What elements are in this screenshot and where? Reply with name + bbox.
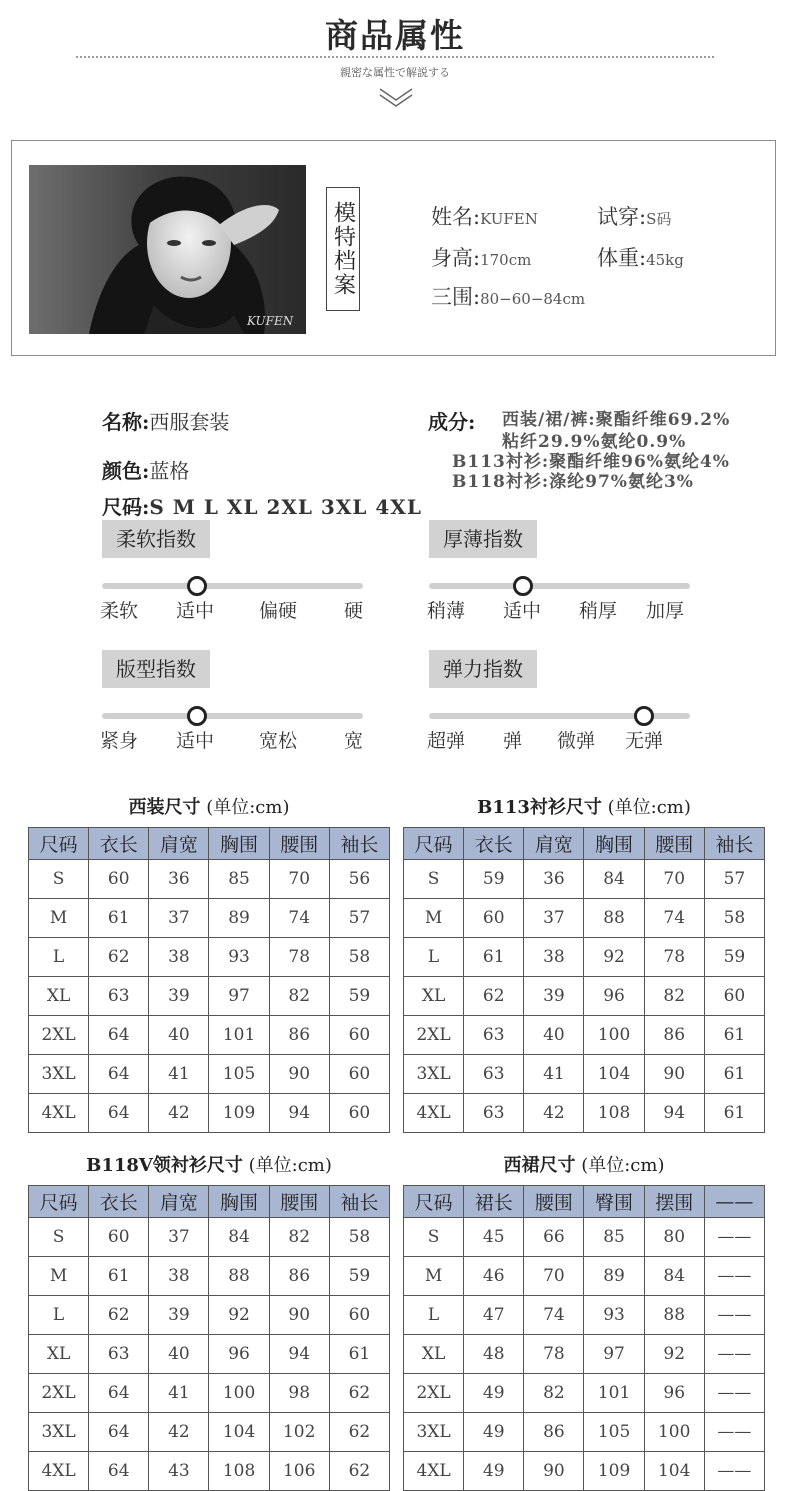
measurement-cell: 90 bbox=[269, 1055, 329, 1094]
model-height: 身高:170cm bbox=[431, 246, 532, 270]
measurement-cell: 97 bbox=[584, 1335, 644, 1374]
size-cell: 2XL bbox=[404, 1016, 464, 1055]
size-cell: L bbox=[404, 938, 464, 977]
measurement-cell: 101 bbox=[209, 1016, 269, 1055]
model-photo bbox=[29, 165, 306, 334]
measurement-cell: 96 bbox=[644, 1374, 704, 1413]
b118-table-title: B118V领衬衫尺寸 (单位:cm) bbox=[86, 1155, 332, 1176]
measurement-cell: 88 bbox=[209, 1257, 269, 1296]
size-cell: 4XL bbox=[404, 1094, 464, 1133]
measurement-cell: 82 bbox=[269, 1218, 329, 1257]
measurement-cell: 104 bbox=[209, 1413, 269, 1452]
measurement-cell: 41 bbox=[524, 1055, 584, 1094]
measurement-cell: 56 bbox=[329, 860, 389, 899]
measurement-cell: 92 bbox=[644, 1335, 704, 1374]
column-header: 摆围 bbox=[644, 1186, 704, 1218]
measurement-cell: 59 bbox=[464, 860, 524, 899]
measurement-cell: 78 bbox=[644, 938, 704, 977]
measurement-cell: 38 bbox=[149, 1257, 209, 1296]
size-cell: M bbox=[404, 1257, 464, 1296]
b113-size-table bbox=[403, 827, 765, 1133]
measurement-cell: 38 bbox=[149, 938, 209, 977]
table-row bbox=[404, 1374, 765, 1413]
measurement-cell: 90 bbox=[644, 1055, 704, 1094]
column-header: 袖长 bbox=[329, 828, 389, 860]
skirt-size-table bbox=[403, 1185, 765, 1491]
measurement-cell: —— bbox=[704, 1218, 764, 1257]
measurement-cell: 82 bbox=[269, 977, 329, 1016]
softness-tick: 偏硬 bbox=[259, 600, 298, 622]
product-color: 颜色:蓝格 bbox=[102, 459, 190, 483]
column-header: 衣长 bbox=[464, 828, 524, 860]
fit-track bbox=[102, 713, 363, 719]
composition-line: 粘纤29.9%氨纶0.9% bbox=[502, 432, 687, 452]
fit-index-label: 版型指数 bbox=[102, 650, 210, 688]
column-header: 裙长 bbox=[464, 1186, 524, 1218]
size-cell: XL bbox=[29, 977, 89, 1016]
measurement-cell: 60 bbox=[464, 899, 524, 938]
size-cell: 3XL bbox=[404, 1055, 464, 1094]
size-cell: S bbox=[404, 860, 464, 899]
elasticity-tick: 微弹 bbox=[557, 730, 596, 752]
measurement-cell: 86 bbox=[524, 1413, 584, 1452]
measurement-cell: 104 bbox=[584, 1055, 644, 1094]
measurement-cell: 84 bbox=[584, 860, 644, 899]
measurement-cell: 62 bbox=[329, 1374, 389, 1413]
measurement-cell: 39 bbox=[149, 1296, 209, 1335]
measurement-cell: 63 bbox=[89, 977, 149, 1016]
measurement-cell: 58 bbox=[329, 1218, 389, 1257]
size-cell: 4XL bbox=[29, 1452, 89, 1491]
table-row bbox=[29, 1374, 390, 1413]
size-cell: S bbox=[404, 1218, 464, 1257]
measurement-cell: —— bbox=[704, 1374, 764, 1413]
measurement-cell: 92 bbox=[209, 1296, 269, 1335]
softness-index-label: 柔软指数 bbox=[102, 520, 210, 558]
elasticity-tick: 无弹 bbox=[625, 730, 664, 752]
measurement-cell: 61 bbox=[704, 1094, 764, 1133]
measurement-cell: 42 bbox=[149, 1094, 209, 1133]
table-row bbox=[29, 938, 390, 977]
measurement-cell: 90 bbox=[524, 1452, 584, 1491]
column-header: 袖长 bbox=[704, 828, 764, 860]
measurement-cell: 57 bbox=[329, 899, 389, 938]
measurement-cell: —— bbox=[704, 1413, 764, 1452]
suit-table-title: 西装尺寸 (单位:cm) bbox=[128, 797, 290, 818]
measurement-cell: 89 bbox=[209, 899, 269, 938]
measurement-cell: 61 bbox=[89, 899, 149, 938]
measurement-cell: 104 bbox=[644, 1452, 704, 1491]
measurement-cell: 49 bbox=[464, 1452, 524, 1491]
measurement-cell: 39 bbox=[524, 977, 584, 1016]
column-header: 胸围 bbox=[209, 828, 269, 860]
column-header: 袖长 bbox=[329, 1186, 389, 1218]
measurement-cell: 59 bbox=[329, 1257, 389, 1296]
thickness-tick: 稍薄 bbox=[427, 600, 466, 622]
thickness-tick: 稍厚 bbox=[579, 600, 618, 622]
measurement-cell: 101 bbox=[584, 1374, 644, 1413]
size-cell: L bbox=[404, 1296, 464, 1335]
measurement-cell: 66 bbox=[524, 1218, 584, 1257]
measurement-cell: 59 bbox=[704, 938, 764, 977]
column-header: 衣长 bbox=[89, 828, 149, 860]
size-cell: XL bbox=[29, 1335, 89, 1374]
column-header: 臀围 bbox=[584, 1186, 644, 1218]
measurement-cell: 48 bbox=[464, 1335, 524, 1374]
column-header: —— bbox=[704, 1186, 764, 1218]
measurement-cell: —— bbox=[704, 1335, 764, 1374]
measurement-cell: 106 bbox=[269, 1452, 329, 1491]
column-header: 腰围 bbox=[269, 828, 329, 860]
measurement-cell: 62 bbox=[89, 1296, 149, 1335]
table-row bbox=[29, 1055, 390, 1094]
size-cell: 2XL bbox=[29, 1374, 89, 1413]
model-measurements: 三围:80−60−84cm bbox=[431, 285, 586, 309]
elasticity-tick: 弹 bbox=[503, 730, 523, 752]
measurement-cell: 60 bbox=[329, 1055, 389, 1094]
thickness-index-label: 厚薄指数 bbox=[429, 520, 537, 558]
measurement-cell: 64 bbox=[89, 1452, 149, 1491]
b113-table-title: B113衬衫尺寸 (单位:cm) bbox=[477, 797, 691, 818]
measurement-cell: 37 bbox=[524, 899, 584, 938]
measurement-cell: 61 bbox=[329, 1335, 389, 1374]
softness-tick: 柔软 bbox=[100, 600, 139, 622]
measurement-cell: 39 bbox=[149, 977, 209, 1016]
product-composition-key: 成分: bbox=[428, 410, 476, 434]
measurement-cell: 58 bbox=[704, 899, 764, 938]
measurement-cell: 94 bbox=[269, 1094, 329, 1133]
measurement-cell: 47 bbox=[464, 1296, 524, 1335]
measurement-cell: 96 bbox=[209, 1335, 269, 1374]
column-header: 尺码 bbox=[29, 828, 89, 860]
table-row bbox=[404, 1335, 765, 1374]
column-header: 腰围 bbox=[269, 1186, 329, 1218]
measurement-cell: 88 bbox=[644, 1296, 704, 1335]
table-row bbox=[404, 1257, 765, 1296]
table-row bbox=[404, 1055, 765, 1094]
softness-track bbox=[102, 583, 363, 589]
measurement-cell: 109 bbox=[584, 1452, 644, 1491]
measurement-cell: 62 bbox=[329, 1413, 389, 1452]
measurement-cell: 70 bbox=[524, 1257, 584, 1296]
measurement-cell: 105 bbox=[209, 1055, 269, 1094]
table-row bbox=[29, 1452, 390, 1491]
table-header-row bbox=[29, 1186, 390, 1218]
elasticity-indicator bbox=[634, 706, 654, 726]
thickness-tick: 加厚 bbox=[646, 600, 685, 622]
measurement-cell: 63 bbox=[464, 1016, 524, 1055]
page-subtitle: 親密な属性で解説する bbox=[340, 66, 450, 79]
table-header-row bbox=[404, 1186, 765, 1218]
product-name: 名称:西服套装 bbox=[102, 410, 230, 434]
measurement-cell: 37 bbox=[149, 899, 209, 938]
measurement-cell: 49 bbox=[464, 1413, 524, 1452]
thickness-track bbox=[429, 583, 690, 589]
elasticity-index-label: 弹力指数 bbox=[429, 650, 537, 688]
measurement-cell: 97 bbox=[209, 977, 269, 1016]
size-cell: 2XL bbox=[404, 1374, 464, 1413]
measurement-cell: 74 bbox=[644, 899, 704, 938]
table-row bbox=[404, 1218, 765, 1257]
table-row bbox=[29, 1335, 390, 1374]
size-cell: 2XL bbox=[29, 1016, 89, 1055]
column-header: 肩宽 bbox=[524, 828, 584, 860]
measurement-cell: 62 bbox=[329, 1452, 389, 1491]
composition-line: B118衬衫:涤纶97%氨纶3% bbox=[452, 472, 694, 492]
column-header: 衣长 bbox=[89, 1186, 149, 1218]
column-header: 肩宽 bbox=[149, 828, 209, 860]
measurement-cell: 60 bbox=[329, 1094, 389, 1133]
softness-tick: 硬 bbox=[344, 600, 364, 622]
model-name: 姓名:KUFEN bbox=[431, 205, 538, 229]
measurement-cell: 36 bbox=[524, 860, 584, 899]
composition-line: 西装/裙/裤:聚酯纤维69.2% bbox=[502, 410, 731, 430]
table-row bbox=[29, 860, 390, 899]
measurement-cell: 100 bbox=[644, 1413, 704, 1452]
measurement-cell: 64 bbox=[89, 1413, 149, 1452]
measurement-cell: 61 bbox=[704, 1016, 764, 1055]
column-header: 胸围 bbox=[584, 828, 644, 860]
measurement-cell: 60 bbox=[89, 1218, 149, 1257]
measurement-cell: 38 bbox=[524, 938, 584, 977]
fit-tick: 宽 bbox=[344, 730, 364, 752]
measurement-cell: 80 bbox=[644, 1218, 704, 1257]
size-cell: L bbox=[29, 938, 89, 977]
table-header-row bbox=[404, 828, 765, 860]
measurement-cell: 70 bbox=[269, 860, 329, 899]
table-row bbox=[404, 899, 765, 938]
measurement-cell: 78 bbox=[269, 938, 329, 977]
size-cell: S bbox=[29, 1218, 89, 1257]
fit-indicator bbox=[187, 706, 207, 726]
measurement-cell: 57 bbox=[704, 860, 764, 899]
column-header: 尺码 bbox=[29, 1186, 89, 1218]
measurement-cell: 40 bbox=[149, 1335, 209, 1374]
measurement-cell: 46 bbox=[464, 1257, 524, 1296]
measurement-cell: 82 bbox=[644, 977, 704, 1016]
measurement-cell: 88 bbox=[584, 899, 644, 938]
measurement-cell: 63 bbox=[464, 1094, 524, 1133]
measurement-cell: —— bbox=[704, 1296, 764, 1335]
measurement-cell: 64 bbox=[89, 1055, 149, 1094]
table-row bbox=[404, 1016, 765, 1055]
measurement-cell: 94 bbox=[644, 1094, 704, 1133]
measurement-cell: 60 bbox=[329, 1016, 389, 1055]
measurement-cell: —— bbox=[704, 1452, 764, 1491]
column-header: 腰围 bbox=[644, 828, 704, 860]
page-title: 商品属性 bbox=[325, 16, 465, 55]
size-cell: XL bbox=[404, 1335, 464, 1374]
measurement-cell: 84 bbox=[209, 1218, 269, 1257]
measurement-cell: 45 bbox=[464, 1218, 524, 1257]
measurement-cell: 43 bbox=[149, 1452, 209, 1491]
table-row bbox=[29, 1296, 390, 1335]
measurement-cell: 64 bbox=[89, 1094, 149, 1133]
measurement-cell: 70 bbox=[644, 860, 704, 899]
measurement-cell: —— bbox=[704, 1257, 764, 1296]
measurement-cell: 100 bbox=[584, 1016, 644, 1055]
fit-tick: 紧身 bbox=[100, 730, 139, 752]
size-cell: S bbox=[29, 860, 89, 899]
measurement-cell: 74 bbox=[269, 899, 329, 938]
suit-size-table bbox=[28, 827, 390, 1133]
measurement-cell: 41 bbox=[149, 1055, 209, 1094]
measurement-cell: 84 bbox=[644, 1257, 704, 1296]
size-cell: M bbox=[29, 899, 89, 938]
measurement-cell: 86 bbox=[269, 1016, 329, 1055]
measurement-cell: 62 bbox=[89, 938, 149, 977]
measurement-cell: 36 bbox=[149, 860, 209, 899]
table-row bbox=[29, 977, 390, 1016]
measurement-cell: 94 bbox=[269, 1335, 329, 1374]
measurement-cell: 63 bbox=[464, 1055, 524, 1094]
size-cell: L bbox=[29, 1296, 89, 1335]
column-header: 腰围 bbox=[524, 1186, 584, 1218]
size-cell: M bbox=[29, 1257, 89, 1296]
size-cell: 4XL bbox=[29, 1094, 89, 1133]
table-row bbox=[29, 1257, 390, 1296]
table-row bbox=[404, 860, 765, 899]
measurement-cell: 102 bbox=[269, 1413, 329, 1452]
fit-tick: 宽松 bbox=[259, 730, 298, 752]
measurement-cell: 93 bbox=[209, 938, 269, 977]
model-profile-label: 模特档案 bbox=[326, 187, 360, 311]
b118-size-table bbox=[28, 1185, 390, 1491]
size-cell: M bbox=[404, 899, 464, 938]
double-chevron-down-icon bbox=[378, 86, 414, 108]
measurement-cell: 108 bbox=[209, 1452, 269, 1491]
measurement-cell: 85 bbox=[584, 1218, 644, 1257]
model-try-size: 试穿:S码 bbox=[597, 205, 672, 229]
table-row bbox=[29, 1218, 390, 1257]
measurement-cell: 61 bbox=[89, 1257, 149, 1296]
size-cell: XL bbox=[404, 977, 464, 1016]
table-row bbox=[404, 1094, 765, 1133]
measurement-cell: 64 bbox=[89, 1016, 149, 1055]
product-sizes: 尺码:S M L XL 2XL 3XL 4XL bbox=[102, 495, 422, 519]
measurement-cell: 96 bbox=[584, 977, 644, 1016]
elasticity-tick: 超弹 bbox=[427, 730, 466, 752]
measurement-cell: 85 bbox=[209, 860, 269, 899]
measurement-cell: 82 bbox=[524, 1374, 584, 1413]
model-weight: 体重:45kg bbox=[597, 246, 684, 270]
measurement-cell: 61 bbox=[464, 938, 524, 977]
measurement-cell: 63 bbox=[89, 1335, 149, 1374]
composition-line: B113衬衫:聚酯纤维96%氨纶4% bbox=[452, 452, 730, 472]
measurement-cell: 59 bbox=[329, 977, 389, 1016]
table-row bbox=[404, 977, 765, 1016]
measurement-cell: 41 bbox=[149, 1374, 209, 1413]
fit-tick: 适中 bbox=[176, 730, 215, 752]
column-header: 尺码 bbox=[404, 828, 464, 860]
measurement-cell: 37 bbox=[149, 1218, 209, 1257]
size-cell: 3XL bbox=[404, 1413, 464, 1452]
measurement-cell: 60 bbox=[704, 977, 764, 1016]
skirt-table-title: 西裙尺寸 (单位:cm) bbox=[503, 1155, 665, 1176]
size-cell: 3XL bbox=[29, 1413, 89, 1452]
softness-indicator bbox=[187, 576, 207, 596]
thickness-tick: 适中 bbox=[503, 600, 542, 622]
softness-tick: 适中 bbox=[176, 600, 215, 622]
measurement-cell: 93 bbox=[584, 1296, 644, 1335]
measurement-cell: 62 bbox=[464, 977, 524, 1016]
measurement-cell: 78 bbox=[524, 1335, 584, 1374]
measurement-cell: 49 bbox=[464, 1374, 524, 1413]
column-header: 胸围 bbox=[209, 1186, 269, 1218]
table-row bbox=[29, 899, 390, 938]
measurement-cell: 58 bbox=[329, 938, 389, 977]
dotted-divider bbox=[76, 56, 714, 58]
measurement-cell: 61 bbox=[704, 1055, 764, 1094]
measurement-cell: 100 bbox=[209, 1374, 269, 1413]
measurement-cell: 86 bbox=[644, 1016, 704, 1055]
column-header: 尺码 bbox=[404, 1186, 464, 1218]
measurement-cell: 90 bbox=[269, 1296, 329, 1335]
measurement-cell: 92 bbox=[584, 938, 644, 977]
measurement-cell: 42 bbox=[149, 1413, 209, 1452]
table-row bbox=[404, 938, 765, 977]
column-header: 肩宽 bbox=[149, 1186, 209, 1218]
photo-watermark: KUFEN bbox=[247, 314, 294, 328]
measurement-cell: 86 bbox=[269, 1257, 329, 1296]
size-cell: 3XL bbox=[29, 1055, 89, 1094]
table-row bbox=[29, 1413, 390, 1452]
measurement-cell: 108 bbox=[584, 1094, 644, 1133]
thickness-indicator bbox=[513, 576, 533, 596]
measurement-cell: 105 bbox=[584, 1413, 644, 1452]
table-row bbox=[29, 1094, 390, 1133]
measurement-cell: 40 bbox=[149, 1016, 209, 1055]
measurement-cell: 64 bbox=[89, 1374, 149, 1413]
measurement-cell: 98 bbox=[269, 1374, 329, 1413]
measurement-cell: 60 bbox=[329, 1296, 389, 1335]
measurement-cell: 109 bbox=[209, 1094, 269, 1133]
measurement-cell: 42 bbox=[524, 1094, 584, 1133]
table-row bbox=[404, 1452, 765, 1491]
table-header-row bbox=[29, 828, 390, 860]
measurement-cell: 60 bbox=[89, 860, 149, 899]
measurement-cell: 40 bbox=[524, 1016, 584, 1055]
measurement-cell: 74 bbox=[524, 1296, 584, 1335]
table-row bbox=[404, 1296, 765, 1335]
table-row bbox=[29, 1016, 390, 1055]
size-cell: 4XL bbox=[404, 1452, 464, 1491]
measurement-cell: 89 bbox=[584, 1257, 644, 1296]
table-row bbox=[404, 1413, 765, 1452]
